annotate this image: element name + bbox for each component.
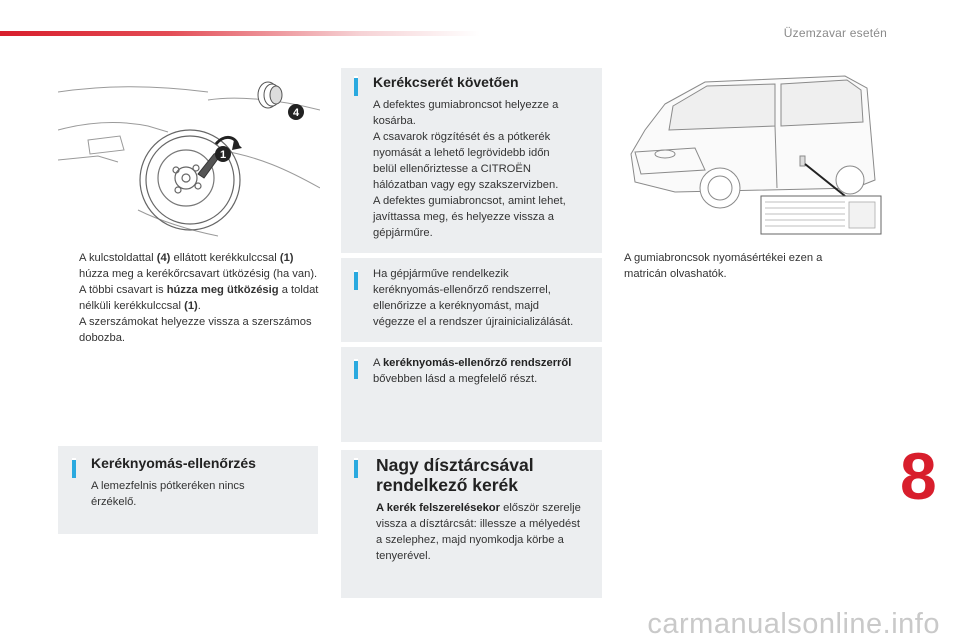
info-icon (354, 76, 358, 96)
text-line: A csavarok rögzítését és a pótkerék (373, 131, 551, 143)
text-line: keréknyomás-ellenőrző rendszerrel, (373, 284, 551, 296)
text-line: nyomását a lehető legrövidebb időn (373, 147, 550, 159)
info-icon (72, 458, 76, 478)
hubcap-title (376, 455, 534, 495)
title-line: rendelkező kerék (376, 475, 519, 495)
reinit-text (373, 266, 598, 330)
info-icon (354, 458, 358, 478)
text-line: A defektes gumiabroncsot helyezze a (373, 99, 559, 111)
text-line: belül ellenőriztesse a CITROËN (373, 163, 531, 175)
callout-1-label: 1 (219, 149, 227, 161)
text-line: kosárba. (373, 115, 416, 127)
hubcap-text: A kerék felszerelésekor először szerelje vissza a dísztárcsát: illessze a mélyedést a szelephez, majd nyomkodja körbe a tenyerével. (376, 502, 581, 562)
after-change-title: Kerékcserét követően (373, 74, 519, 90)
text-line: javíttassa meg, és helyezze vissza a (373, 211, 554, 223)
wheel-illustration (58, 70, 320, 242)
text-line: hálózatban vagy egy szakszervizben. (373, 179, 559, 191)
more-info-text: A keréknyomás-ellenőrző rendszerről bővebben lásd a megfelelő részt. (373, 357, 572, 385)
list-item (62, 250, 322, 282)
tpms-title: Keréknyomás-ellenőrzés (91, 455, 256, 471)
watermark: carmanualsonline.info (647, 608, 940, 640)
bullet-text-3: A szerszámokat helyezze vissza a szerszámos dobozba. (79, 316, 312, 344)
tpms-text: A lemezfelnis pótkeréken nincs érzékelő. (91, 480, 245, 508)
instruction-list (62, 250, 322, 346)
section-title: Üzemzavar esetén (783, 26, 887, 40)
chapter-number: 8 (900, 439, 937, 513)
text-line: A defektes gumiabroncsot, amint lehet, (373, 195, 566, 207)
info-icon (354, 270, 358, 290)
van-illustration (625, 70, 890, 242)
sticker-caption: A gumiabroncsok nyomásértékei ezen a matricán olvashatók. (624, 252, 823, 280)
bullet-text-2: A többi csavart is húzza meg ütközésig a toldat nélküli kerékkulccsal (1). (79, 284, 319, 312)
text-line: gépjárműre. (373, 227, 433, 239)
after-change-text (373, 97, 598, 241)
text-line: Ha gépjárműve rendelkezik (373, 268, 509, 280)
title-line: Nagy dísztárcsával (376, 455, 534, 475)
info-icon (354, 359, 358, 379)
list-item (62, 314, 322, 346)
list-item (62, 282, 322, 314)
bullet-text-1: A kulcstoldattal (4) ellátott kerékkulccsal (1) húzza meg a kerékőrcsavart ütközésig (ha van). (79, 252, 318, 280)
text-line: végezze el a rendszer újrainicializálását. (373, 316, 574, 328)
top-accent-bar (0, 31, 480, 36)
callout-4-label: 4 (292, 107, 300, 119)
text-line: ellenőrizze a keréknyomást, majd (373, 300, 540, 312)
